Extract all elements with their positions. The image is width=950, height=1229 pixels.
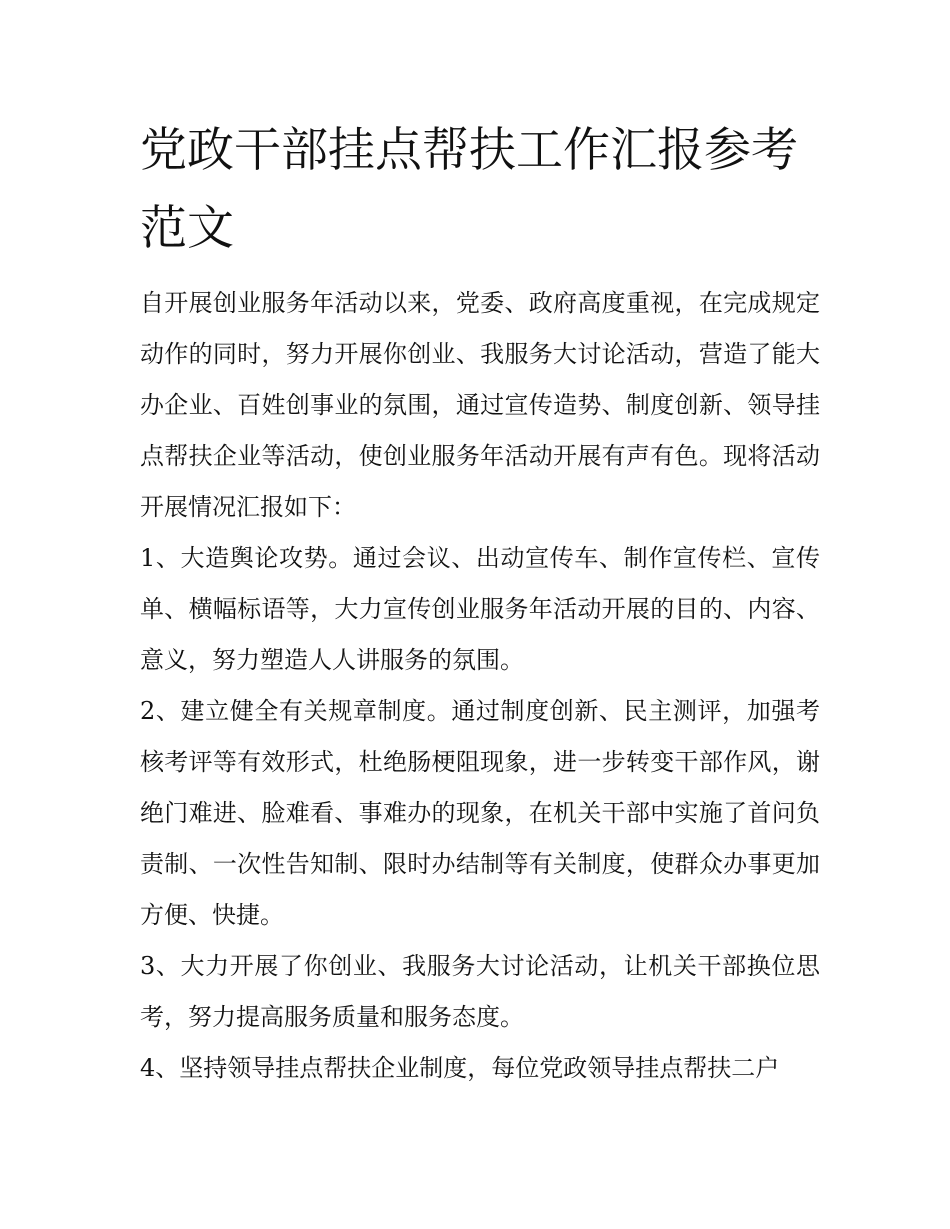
- paragraph-item-2: 2、建立健全有关规章制度。通过制度创新、民主测评，加强考核考评等有效形式，杜绝肠梗阻现象，进一步转变干部作风，谢绝门难进、脸难看、事难办的现象，在机关干部中实施了首问负责制、一次性告知制、限时办结制等有关制度，使群众办事更加方便、快捷。: [140, 697, 820, 929]
- paragraph-item-3: 3、大力开展了你创业、我服务大讨论活动，让机关干部换位思考，努力提高服务质量和服务态度。: [140, 952, 820, 1031]
- document-title: 党政干部挂点帮扶工作汇报参考范文: [140, 123, 798, 256]
- document-body: [140, 278, 820, 1094]
- paragraph-item-4: 4、坚持领导挂点帮扶企业制度，每位党政领导挂点帮扶二户: [140, 1054, 780, 1082]
- paragraph-item-1: 1、大造舆论攻势。通过会议、出动宣传车、制作宣传栏、宣传单、横幅标语等，大力宣传创业服务年活动开展的目的、内容、意义，努力塑造人人讲服务的氛围。: [140, 544, 820, 674]
- paragraph-intro: 自开展创业服务年活动以来，党委、政府高度重视，在完成规定动作的同时，努力开展你创业、我服务大讨论活动，营造了能大办企业、百姓创事业的氛围，通过宣传造势、制度创新、领导挂点帮扶企业等活动，使创业服务年活动开展有声有色。现将活动开展情况汇报如下：: [140, 289, 820, 521]
